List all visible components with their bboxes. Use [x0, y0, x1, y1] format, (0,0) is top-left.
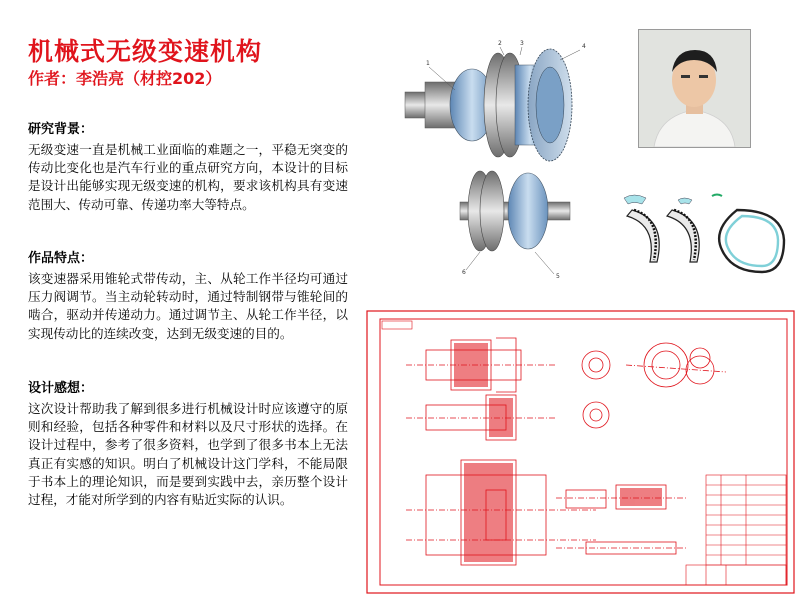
part-label: 6	[462, 269, 466, 276]
part-label: 4	[582, 43, 586, 50]
part-label: 2	[498, 40, 502, 47]
author-line: 作者：李浩亮（材控202）	[28, 69, 222, 88]
section-heading: 研究背景：	[28, 122, 94, 137]
part-label: 3	[520, 40, 524, 47]
page-title: 机械式无级变速机构	[28, 37, 263, 66]
part-label: 5	[556, 273, 560, 280]
portrait-photo	[638, 29, 751, 148]
section-reflection	[28, 377, 348, 509]
engineering-drawing	[366, 310, 795, 594]
section-body: 无级变速一直是机械工业面临的难题之一，平稳无突变的传动比变化也是汽车行业的重点研究方向，本设计的目标是设计出能够实现无级变速的机构，要求该机构具有变速范围大、传动可靠、传递功率大等特点。	[28, 142, 348, 212]
section-body: 这次设计帮助我了解到很多进行机械设计时应该遵守的原则和经验，包括各种零件和材料以及尺寸形状的选择。在设计过程中，参考了很多资料，也学到了很多书本上无法真正有实感的知识。明白了机械设计这门学科，不能局限于书本上的理论知识，而是要到实践中去，亲历整个设计过程，才能对所学到的内容有贴近实际的认识。	[28, 401, 348, 508]
belt-parts-illustration	[612, 180, 792, 280]
section-heading: 设计感想：	[28, 381, 94, 396]
part-label: 1	[426, 60, 430, 67]
section-heading: 作品特点：	[28, 251, 94, 266]
section-background	[28, 118, 348, 214]
section-body: 该变速器采用锥轮式带传动，主、从轮工作半径均可通过压力阀调节。当主动轮转动时，通过特制钢带与锥轮间的啮合，驱动并传递动力。通过调节主、从轮工作半径，以实现传动比的连续改变，达到无级变速的目的。	[28, 271, 348, 341]
section-features	[28, 247, 348, 343]
cvt-assembly-illustration	[400, 30, 615, 280]
